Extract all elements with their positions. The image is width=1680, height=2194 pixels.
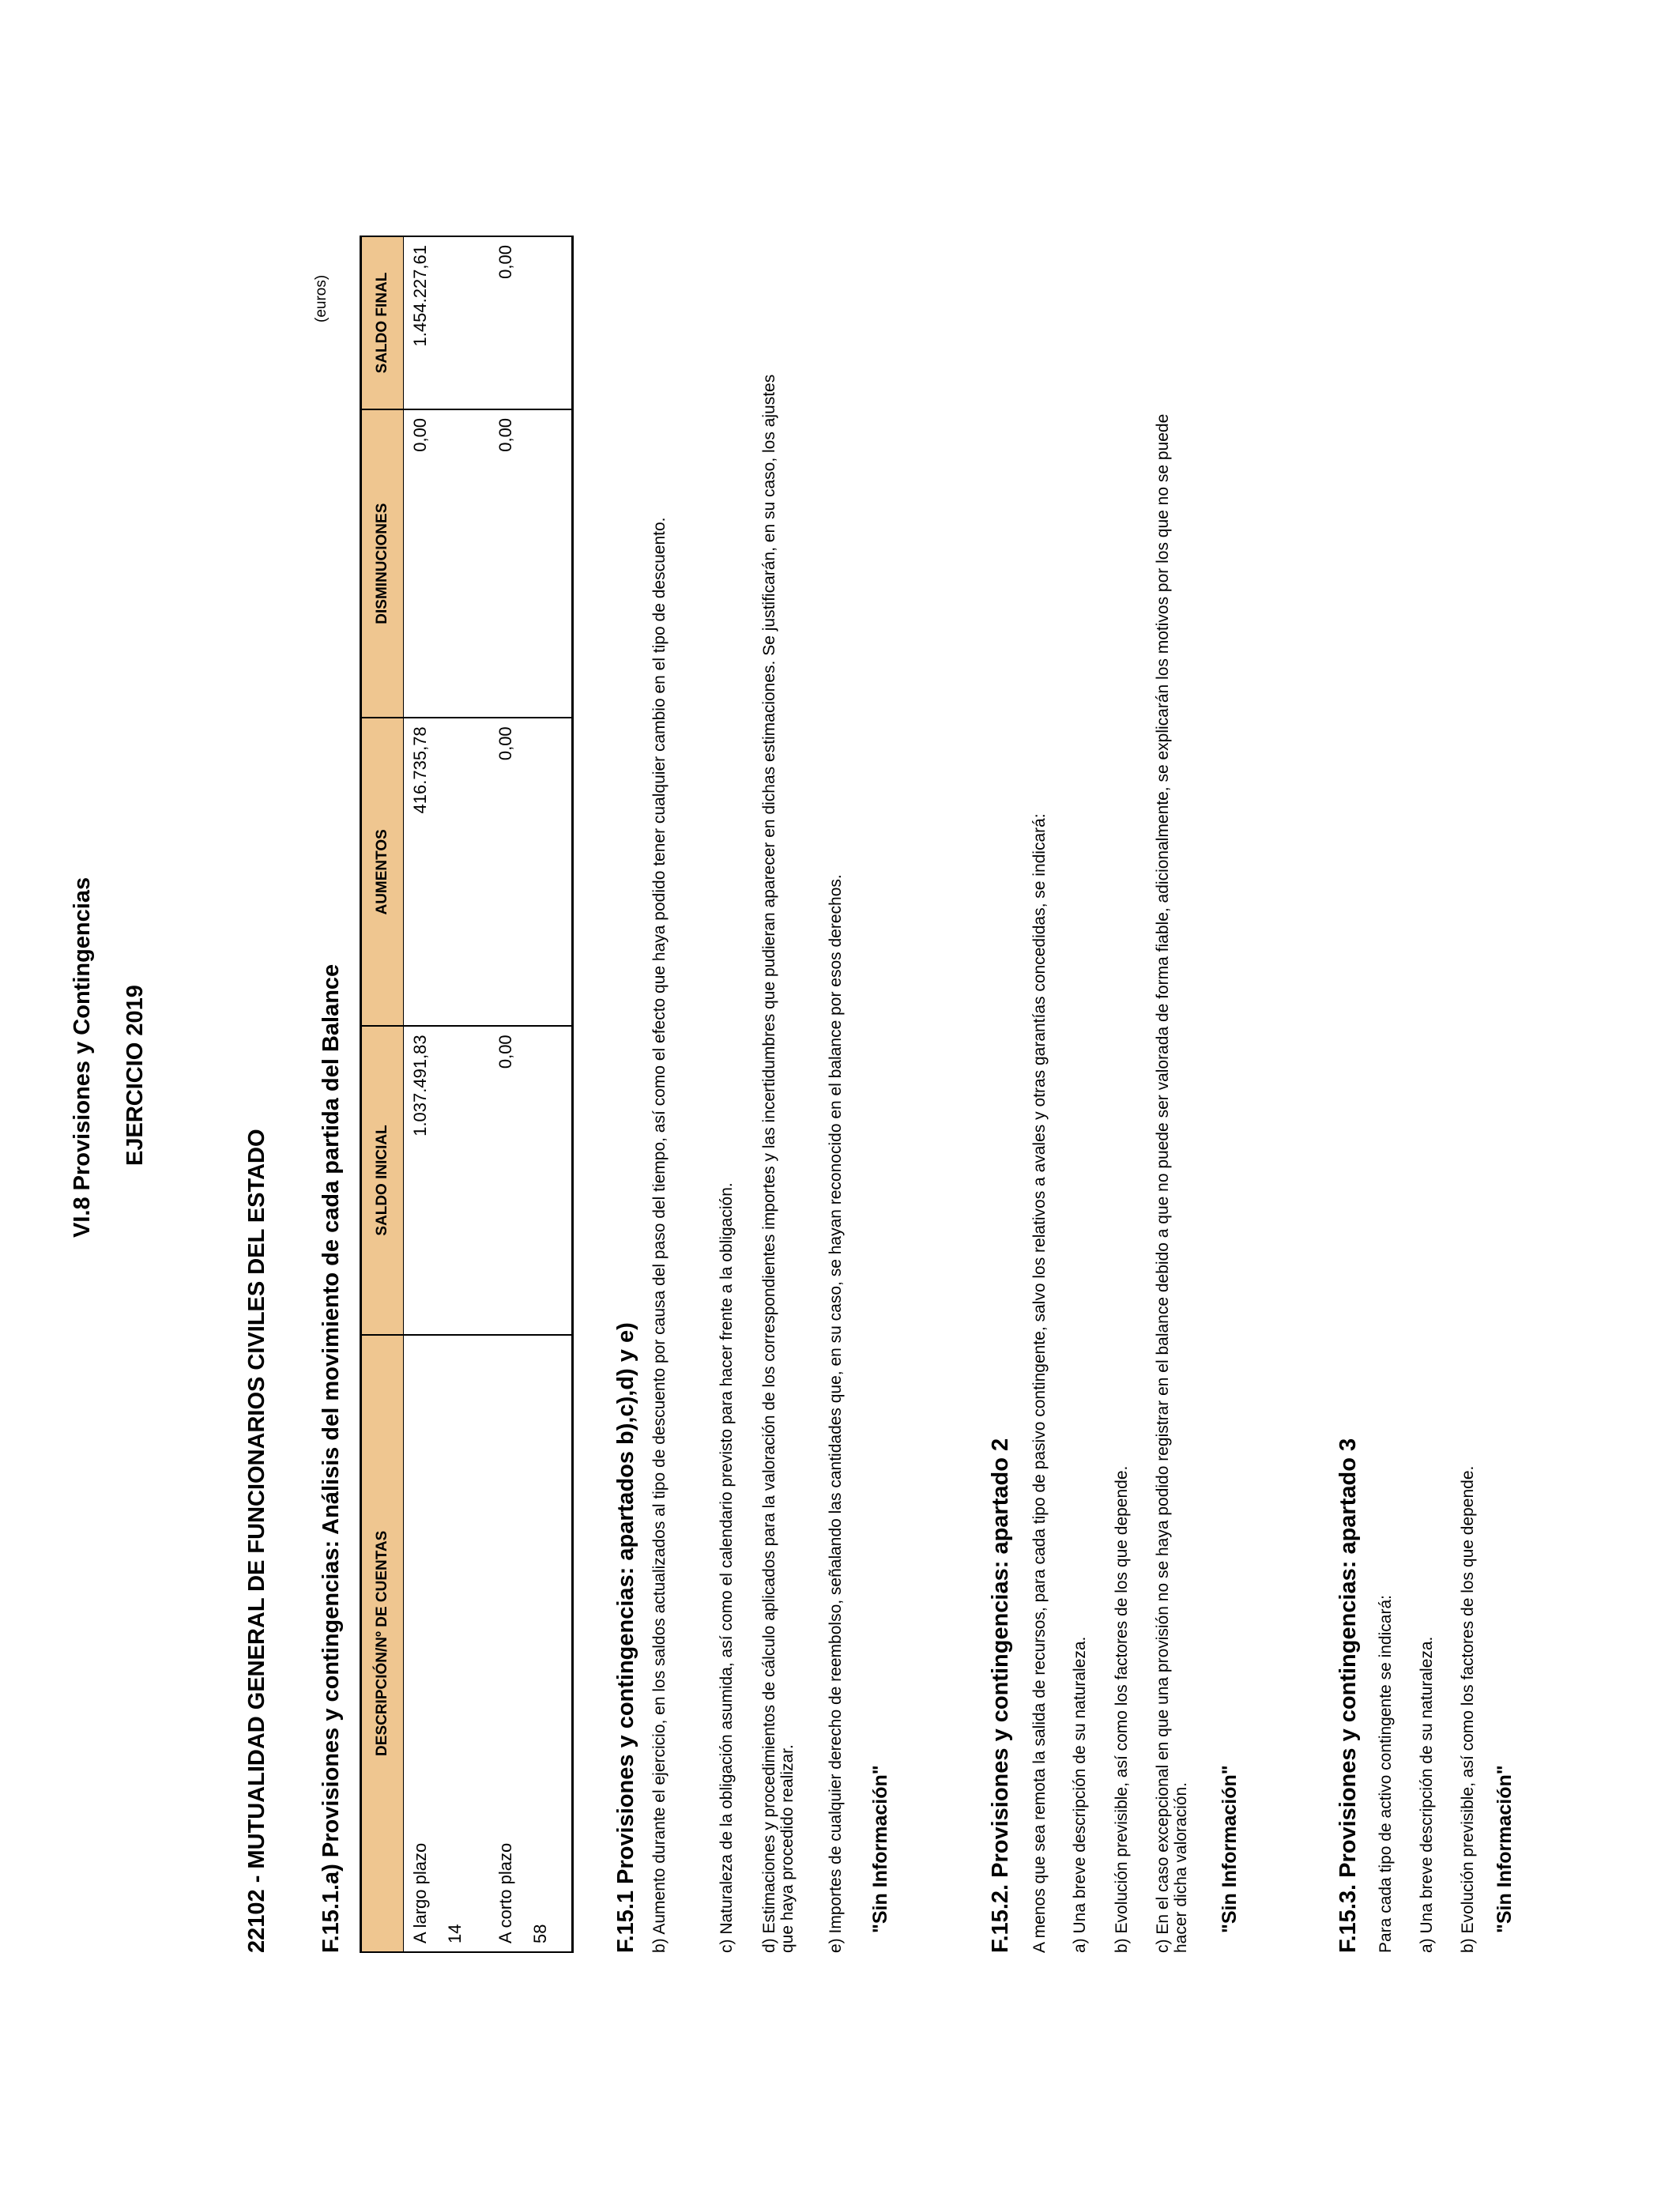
cell-aumentos: 416.735,78 [404, 718, 490, 1026]
f151-e-text: e) Importes de cualquier derecho de reembolso, señalando las cantidades que, en su caso, se hayan reconocido en el balance por esos derechos. [827, 874, 845, 1953]
f153-sin-informacion: "Sin Información" [1494, 1765, 1516, 1933]
row-label: A corto plazo [495, 1842, 515, 1943]
page-title: VI.8 Provisiones y Contingencias [70, 876, 95, 1238]
col-saldo-final: SALDO FINAL [361, 236, 404, 409]
ejercicio-label: EJERCICIO 2019 [122, 985, 148, 1166]
col-saldo-inicial: SALDO INICIAL [361, 1026, 404, 1334]
row-descripcion [489, 1335, 573, 1952]
col-aumentos: AUMENTOS [361, 718, 404, 1026]
cell-saldo-final: 1.454.227,61 [404, 236, 490, 409]
f153-intro-text: Para cada tipo de activo contingente se indicará: [1377, 1595, 1395, 1953]
f151-sin-informacion: "Sin Información" [869, 1765, 891, 1933]
cell-disminuciones: 0,00 [489, 409, 573, 718]
f153-a-text: a) Una breve descripción de su naturaleza. [1418, 1636, 1436, 1953]
f151-heading: F.15.1 Provisiones y contingencias: apartados b),c),d) y e) [613, 1322, 638, 1953]
f151-c-text: c) Naturaleza de la obligación asumida, así como el calendario previsto para hacer frente a la obligación. [718, 1182, 736, 1953]
units-label: (euros) [313, 274, 330, 322]
f151-d-text: d) Estimaciones y procedimientos de cálculo aplicados para la valoración de los correspondientes importes y las incertidumbres que pudieran aparecer en dichas estimaciones. Se justificarán, en su caso, los ajustes que haya procedido realizar. [760, 374, 797, 1953]
row-account: 14 [445, 1924, 465, 1943]
f152-b-text: b) Evolución previsible, así como los factores de los que depende. [1113, 1465, 1131, 1953]
row-label: A largo plazo [410, 1842, 430, 1943]
f151-b-text: b) Aumento durante el ejercicio, en los saldos actualizados al tipo de descuento por causa del paso del tiempo, así como el efecto que haya podido tener cualquier cambio en el tipo de descuento. [650, 517, 669, 1953]
cell-saldo-inicial: 1.037.491,83 [404, 1026, 490, 1334]
row-descripcion [404, 1335, 490, 1952]
f152-heading: F.15.2. Provisiones y contingencias: apartado 2 [988, 1438, 1013, 1953]
cell-saldo-final: 0,00 [489, 236, 573, 409]
f152-intro-text: A menos que sea remota la salida de recursos, para cada tipo de pasivo contingente, salvo los relativos a avales y otras garantías concedidas, se indicará: [1030, 813, 1049, 1953]
col-descripcion: DESCRIPCIÓN/Nº DE CUENTAS [361, 1335, 404, 1952]
col-disminuciones: DISMINUCIONES [361, 409, 404, 718]
cell-aumentos: 0,00 [489, 718, 573, 1026]
f1511-heading: F.15.1.a) Provisiones y contingencias: Análisis del movimiento de cada partida del Balance [318, 963, 344, 1953]
movement-table [360, 236, 574, 1953]
row-account: 58 [530, 1924, 550, 1943]
cell-disminuciones: 0,00 [404, 409, 490, 718]
f152-sin-informacion: "Sin Información" [1219, 1765, 1241, 1933]
table-row [404, 236, 490, 1952]
organismo-heading: 22102 - MUTUALIDAD GENERAL DE FUNCIONARIOS CIVILES DEL ESTADO [244, 1129, 269, 1953]
f153-heading: F.15.3. Provisiones y contingencias: apartado 3 [1335, 1438, 1361, 1953]
table-row [489, 236, 573, 1952]
f153-b-text: b) Evolución previsible, así como los factores de los que depende. [1459, 1465, 1477, 1953]
cell-saldo-inicial: 0,00 [489, 1026, 573, 1334]
f152-a-text: a) Una breve descripción de su naturaleza. [1071, 1636, 1089, 1953]
table-header-row [361, 236, 404, 1952]
f152-c-text: c) En el caso excepcional en que una provisión no se haya podido registrar en el balance debido a que no puede ser valorada de forma fiable, adicionalmente, se explicarán los motivos por los que no se puede hacer dicha valoración. [1154, 413, 1190, 1953]
